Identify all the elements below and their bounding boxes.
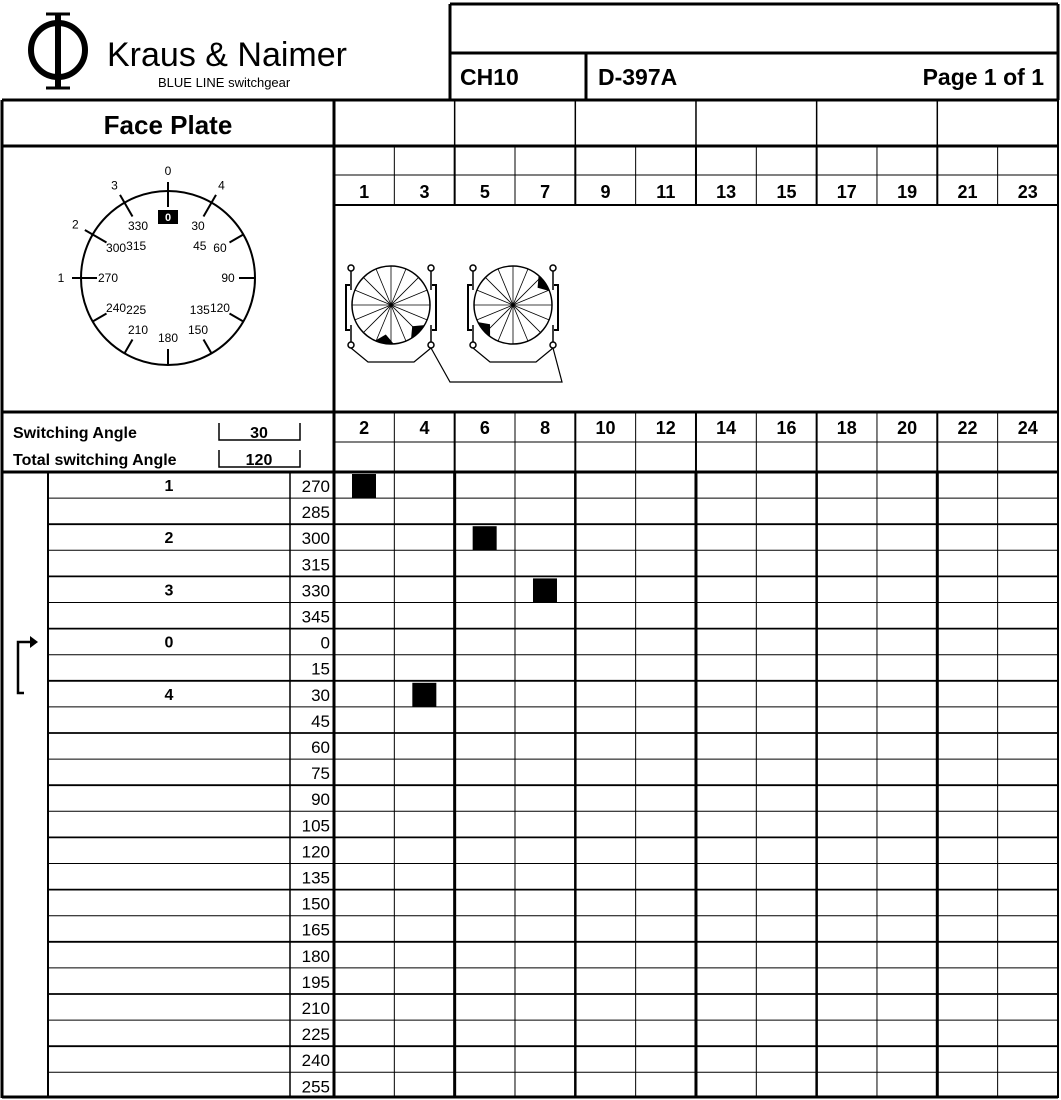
- dial-angle-label: 60: [213, 241, 227, 255]
- row-angle-label: 30: [311, 685, 330, 705]
- terminal-label-bottom: 10: [595, 418, 616, 438]
- dial-angle-label: 330: [127, 219, 149, 234]
- terminal-label-top: 23: [1017, 182, 1038, 202]
- contact-cell-icon: [468, 265, 558, 362]
- row-angle-label: 330: [301, 581, 330, 601]
- table-row: [48, 1072, 1058, 1096]
- terminal-label-top: 1: [359, 182, 370, 202]
- table-row: [48, 524, 1058, 548]
- row-angle-label: 105: [301, 816, 330, 836]
- dial-angle-label: 0: [164, 212, 172, 224]
- table-row: [48, 550, 1058, 574]
- row-position-label: 1: [164, 478, 174, 495]
- dial-angle-label: 30: [191, 219, 205, 234]
- row-angle-label: 255: [301, 1077, 330, 1097]
- dial-tick: [229, 314, 243, 322]
- dial-angle-label: 225: [126, 302, 147, 317]
- table-row: [48, 837, 1058, 861]
- terminal-label-top: 17: [836, 182, 857, 202]
- table-row: [48, 655, 1058, 679]
- terminal-label-top: 9: [600, 182, 611, 202]
- position-label: 4: [218, 178, 225, 193]
- dial-angle-label: 45: [193, 239, 207, 254]
- closed-contact-mark: [473, 526, 497, 550]
- switching-angle-value: 30: [250, 425, 268, 442]
- face-plate-title: Face Plate: [103, 110, 233, 140]
- table-row: [48, 811, 1058, 835]
- row-angle-label: 240: [301, 1051, 330, 1071]
- row-angle-label: 135: [301, 868, 330, 888]
- face-plate-dial: [58, 164, 255, 365]
- table-row: [48, 994, 1058, 1018]
- terminal-label-bottom: 18: [836, 418, 857, 438]
- terminal-label-bottom: 22: [957, 418, 978, 438]
- page-indicator: Page 1 of 1: [922, 64, 1044, 90]
- table-row: [48, 603, 1058, 627]
- dial-angle-label: 135: [189, 302, 210, 317]
- dial-tick: [93, 235, 107, 243]
- dial-angle-label: 90: [221, 271, 235, 285]
- table-row: [48, 1020, 1058, 1044]
- dial-tick: [204, 339, 212, 353]
- position-tick: [120, 195, 125, 203]
- table-row: [48, 864, 1058, 888]
- table-row: [48, 733, 1058, 757]
- terminal-label-top: 5: [479, 182, 490, 202]
- terminal-label-top: 11: [656, 182, 676, 202]
- terminal-label-top: 13: [716, 182, 737, 202]
- table-row: [48, 1046, 1058, 1070]
- position-tick: [85, 230, 93, 235]
- rotation-limit-bracket-icon: [18, 636, 38, 693]
- row-position-label: 0: [164, 634, 174, 652]
- terminal-label-bottom: 6: [479, 418, 490, 438]
- row-angle-label: 0: [320, 633, 330, 653]
- terminal-label-top: 7: [540, 182, 551, 202]
- position-label: 2: [71, 217, 79, 232]
- table-row: [48, 707, 1058, 731]
- dial-angle-label: 210: [127, 322, 149, 337]
- table-row: [48, 785, 1058, 809]
- drawing-number: D-397A: [598, 64, 678, 90]
- position-label: 0: [164, 164, 172, 178]
- dial-angle-label: 120: [209, 301, 230, 315]
- total-switching-angle-label: Total switching Angle: [13, 452, 177, 469]
- terminal-label-top: 3: [419, 182, 430, 202]
- terminal-label-top: 21: [957, 182, 978, 202]
- row-position-label: 2: [164, 530, 174, 548]
- terminal-label-bottom: 4: [419, 418, 430, 438]
- row-angle-label: 195: [301, 972, 330, 992]
- table-row: [165, 477, 330, 496]
- terminal-label-bottom: 20: [897, 418, 918, 438]
- dial-tick: [93, 314, 107, 322]
- row-angle-label: 270: [301, 477, 330, 496]
- terminal-label-bottom: 24: [1017, 418, 1038, 438]
- terminal-label-bottom: 14: [716, 418, 737, 438]
- dial-angle-label: 315: [126, 239, 147, 254]
- table-row: [48, 498, 1058, 522]
- table-row: [48, 629, 1058, 653]
- contact-cell-icon: [346, 265, 436, 362]
- row-position-label: 4: [164, 686, 174, 704]
- table-row: [48, 759, 1058, 783]
- terminal-label-bottom: 8: [540, 418, 551, 438]
- row-angle-label: 90: [311, 790, 330, 810]
- dial-angle-label: 180: [157, 331, 179, 345]
- terminal-label-top: 15: [776, 182, 797, 202]
- closed-contact-mark: [533, 578, 557, 602]
- dial-tick: [125, 339, 133, 353]
- dial-tick: [204, 203, 212, 217]
- dial-angle-label: 300: [106, 241, 127, 255]
- table-frame: [2, 100, 1058, 1098]
- table-row: [48, 681, 1058, 705]
- terminal-label-bottom: 12: [655, 418, 676, 438]
- table-row: [48, 942, 1058, 966]
- row-angle-label: 45: [311, 711, 330, 731]
- dial-angle-label: 150: [187, 322, 209, 337]
- position-tick: [212, 195, 217, 203]
- row-angle-label: 150: [301, 894, 330, 914]
- position-label: 1: [57, 271, 65, 285]
- terminal-label-top: 19: [897, 182, 918, 202]
- dial-tick: [125, 203, 133, 217]
- header: [31, 4, 1058, 100]
- row-angle-label: 15: [311, 659, 330, 679]
- closed-contact-mark: [352, 474, 376, 498]
- table-row: [48, 916, 1058, 940]
- row-angle-label: 60: [311, 738, 330, 757]
- row-angle-label: 165: [301, 920, 330, 940]
- contact-link: [431, 348, 562, 382]
- brand-tagline: BLUE LINE switchgear: [158, 75, 291, 90]
- row-angle-label: 345: [301, 607, 330, 627]
- brand-logo-icon: [31, 14, 85, 88]
- row-angle-label: 120: [301, 842, 330, 862]
- table-row: [48, 890, 1058, 914]
- terminal-grid: [359, 100, 1038, 1098]
- dial-angle-label: 240: [106, 301, 127, 315]
- row-angle-label: 75: [311, 764, 330, 784]
- row-angle-label: 315: [301, 555, 330, 575]
- terminal-label-bottom: 16: [776, 418, 797, 438]
- switching-angle-label: Switching Angle: [13, 425, 137, 442]
- dial-angle-label: 270: [97, 271, 119, 285]
- row-position-label: 3: [164, 582, 174, 600]
- program-rows: [48, 474, 1058, 1096]
- closed-contact-mark: [412, 683, 436, 707]
- brand-name: Kraus & Naimer: [107, 36, 347, 74]
- model-code: CH10: [460, 64, 519, 90]
- dial-tick: [229, 235, 243, 243]
- terminal-label-bottom: 2: [359, 418, 370, 438]
- total-switching-angle-value: 120: [245, 452, 273, 469]
- switching-angles: [13, 423, 300, 469]
- row-angle-label: 300: [301, 529, 330, 549]
- row-angle-label: 210: [301, 999, 330, 1018]
- table-row: [48, 968, 1058, 992]
- position-label: 3: [111, 178, 118, 193]
- row-angle-label: 285: [301, 503, 330, 523]
- contact-schematic: [346, 265, 562, 382]
- row-angle-label: 180: [301, 946, 330, 966]
- row-angle-label: 225: [301, 1025, 330, 1045]
